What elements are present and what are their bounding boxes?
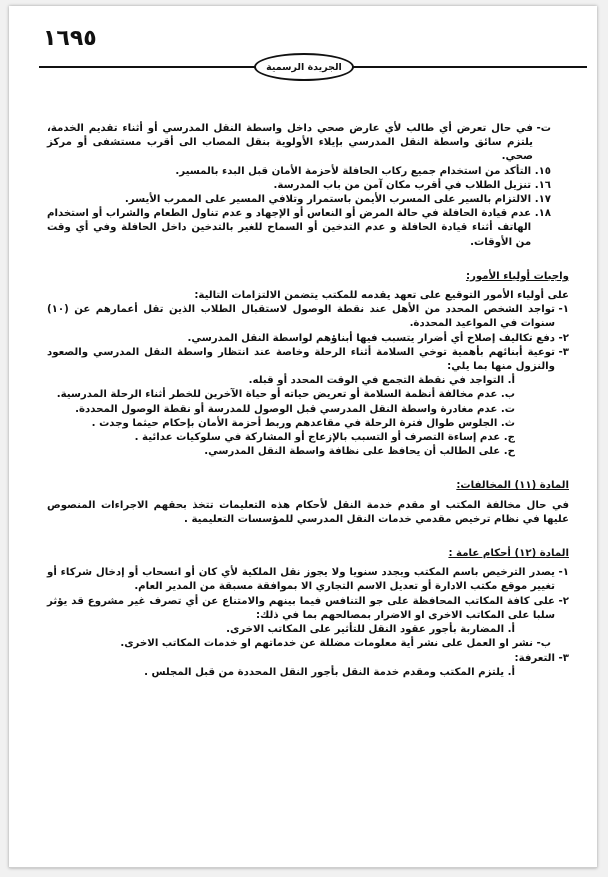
sub-item-marker: ج. xyxy=(503,432,515,444)
sub-item xyxy=(47,417,569,431)
sub-item-text: عدم مغادرة واسطة النقل المدرسي قبل الوصول للمدرسة أو نقطة الوصول المحددة. xyxy=(75,403,498,415)
sub-item-marker: أ. xyxy=(507,375,515,387)
sub-item-text: عدم إساءة التصرف أو التسبب بالإزعاج أو المشاركة في سلوكيات عدائية . xyxy=(134,432,501,444)
sub-item-text: عدم مخالفة أنظمة السلامة أو تعريض حياته أو حياة الآخرين للخطر أثناء الرحلة المدرسية. xyxy=(56,389,498,401)
sub-item-marker: ث. xyxy=(500,417,515,429)
sub-item-text: نشر او العمل على نشر أية معلومات مضللة عن خدماتهم او خدمات المكاتب الاخرى. xyxy=(120,638,533,650)
sub-item xyxy=(47,431,569,445)
numbered-item xyxy=(47,193,569,207)
section-intro: على أولياء الأمور التوقيع على تعهد يقدمه للمكتب يتضمن الالتزامات التالية: xyxy=(194,290,569,302)
item-number: ٢- xyxy=(558,332,569,344)
numbered-item xyxy=(47,207,569,250)
sub-item-text: المضاربة بأجور عقود النقل للتأثير على المكاتب الاخرى. xyxy=(226,624,505,636)
numbered-item xyxy=(47,332,569,346)
item-number: ٣- xyxy=(558,346,569,358)
numbered-item xyxy=(47,595,569,623)
section-heading-article-11: المادة (١١) المخالفات: xyxy=(456,480,569,492)
section-heading-parents: واجبات أولياء الأمور: xyxy=(465,270,569,282)
item-text: توعية أبنائهم بأهمية توخي السلامة أثناء الرحلة وخاصة عند انتظار واسطة النقل المدرسي والصعود والنزول منها بما يلي: xyxy=(47,346,555,373)
item-text: التعرفة: xyxy=(514,652,555,664)
item-number: ١٧. xyxy=(534,194,551,206)
item-number: ١- xyxy=(558,304,569,316)
sub-item xyxy=(47,637,569,651)
numbered-item xyxy=(47,165,569,179)
continued-item xyxy=(47,122,569,165)
sub-item-marker: ح. xyxy=(503,446,515,458)
item-number: ٢- xyxy=(558,595,569,607)
item-text: على كافة المكاتب المحافظة على جو التنافس فيما بينهم والامتناع عن أي تصرف غير مشروع قد يؤثر سلبا على المكاتب الاخرى او الاضرار بمصالحهم بما في ذلك: xyxy=(47,595,555,621)
sub-item xyxy=(47,403,569,417)
item-number: ٣- xyxy=(558,652,569,664)
sub-item xyxy=(47,388,569,402)
numbered-item xyxy=(47,179,569,193)
item-text: الالتزام بالسير على المسرب الأيمن باستمرار وتلافي المسير على الممرب الأيسر. xyxy=(124,194,532,206)
sub-item xyxy=(47,374,569,388)
document-page xyxy=(9,6,597,868)
gazette-title-badge xyxy=(254,53,354,81)
numbered-item xyxy=(47,566,569,594)
sub-item-marker: ت. xyxy=(500,403,515,415)
item-number: ١- xyxy=(558,567,569,579)
numbered-item xyxy=(47,303,569,331)
item-number: ١٦. xyxy=(534,179,551,191)
article-11-text: في حال مخالفة المكتب او مقدم خدمة النقل لأحكام هذه التعليمات تتخذ بحقهم الاجراءات المنصوص عليها في نظام ترخيص مقدمي خدمات النقل المدرسي للمؤسسات التعليمية . xyxy=(47,499,569,525)
item-text: تواجد الشخص المحدد من الأهل عند نقطة الوصول لاستقبال الطلاب الذين تقل أعمارهم عن (١٠) سنوات في المواعيد المحددة. xyxy=(47,304,555,330)
item-number: ١٨. xyxy=(534,208,551,220)
sub-item-text: الجلوس طوال فترة الرحلة في مقاعدهم وربط أحزمة الأمان بإحكام حيثما وجدت . xyxy=(91,417,498,429)
gazette-title: الجريدة الرسمية xyxy=(266,61,342,73)
item-marker: ت- xyxy=(536,123,551,134)
numbered-item xyxy=(47,346,569,374)
item-text: يصدر الترخيص باسم المكتب ويجدد سنويا ولا يجوز نقل الملكية لأي كان أو انسحاب أو إدخال شركاء أو تغيير موقع مكتب الادارة أو تعديل الاسم التجاري الا بموافقة مسبقة من المدير العام. xyxy=(47,567,555,593)
item-number: ١٥. xyxy=(534,165,551,177)
sub-item-marker: ب. xyxy=(500,389,515,401)
item-text: دفع تكاليف إصلاح أي أضرار يتسبب فيها أبناؤهم لواسطة النقل المدرسي. xyxy=(187,332,555,344)
item-text: عدم قيادة الحافلة في حالة المرض أو النعاس أو الإجهاد و عدم تناول الطعام والشراب أو استخدام الهاتف أثناء قيادة الحافلة و عدم التدخين أو السماح للغير بالتدخين داخل الحافلة وفي أي وقت من الأوقات. xyxy=(47,208,532,248)
sub-item-text: على الطالب أن يحافظ على نظافة واسطة النقل المدرسي. xyxy=(204,446,501,458)
item-text: في حال تعرض أي طالب لأي عارض صحي داخل واسطة النقل المدرسي أو أثناء تقديم الخدمة، يلتزم سائق واسطة النقل المدرسي بإيلاء الأولوية بنقل المصاب الى أقرب مستشفى أو مركز صحي. xyxy=(47,123,533,163)
section-heading-article-12: المادة (١٢) أحكام عامة : xyxy=(448,548,569,560)
sub-item xyxy=(47,666,569,680)
numbered-item xyxy=(47,652,569,666)
sub-item xyxy=(47,445,569,459)
sub-item-text: التواجد في نقطة التجمع في الوقت المحدد أو قبله. xyxy=(248,375,505,387)
document-body xyxy=(47,122,569,680)
item-text: التأكد من استخدام جميع ركاب الحافلة لأحزمة الأمان قبل البدء بالمسير. xyxy=(175,165,532,177)
item-text: تنزيل الطلاب في أقرب مكان آمن من باب المدرسة. xyxy=(273,179,532,191)
page-number: ١٦٩٥ xyxy=(43,26,97,51)
sub-item-marker: ب- xyxy=(536,638,551,650)
sub-item xyxy=(47,623,569,637)
sub-item-text: يلتزم المكتب ومقدم خدمة النقل بأجور النقل المحددة من قبل المجلس . xyxy=(144,666,505,678)
sub-item-marker: أ. xyxy=(507,666,515,678)
page-bottom-edge xyxy=(9,867,597,868)
sub-item-marker: أ. xyxy=(507,624,515,636)
